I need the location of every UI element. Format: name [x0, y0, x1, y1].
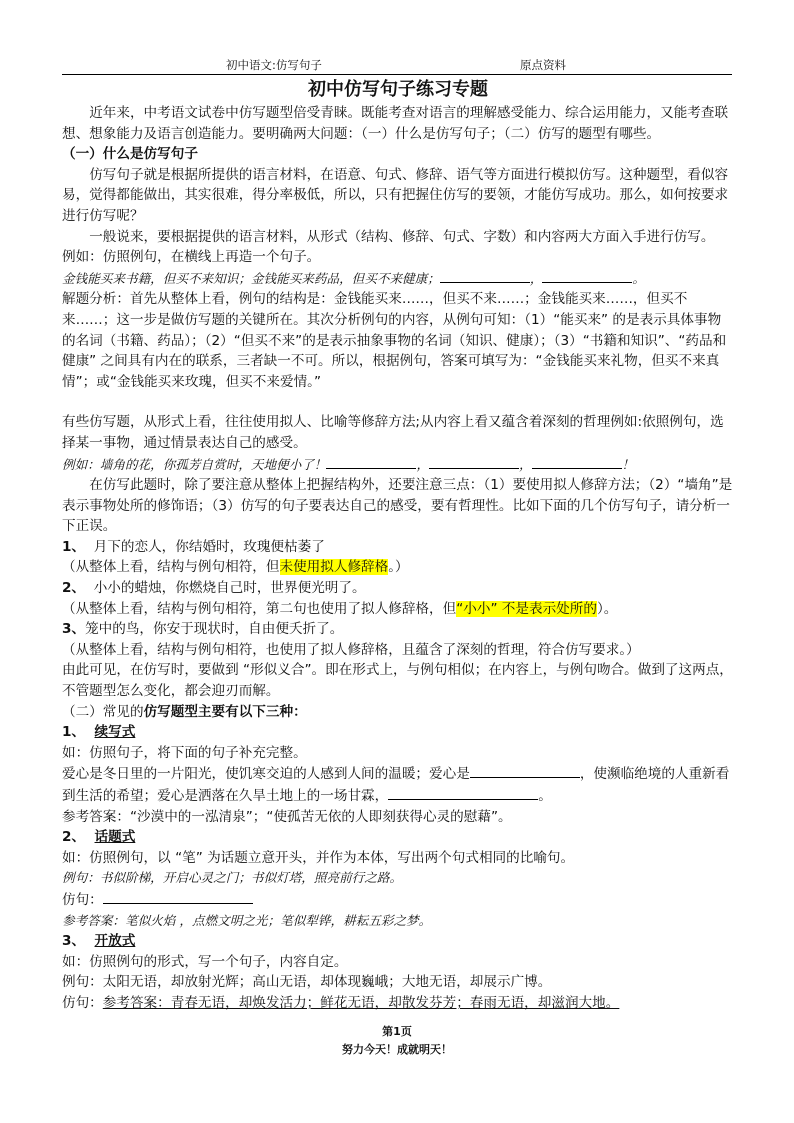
section1-para2: 一般说来，要根据提供的语言材料，从形式（结构、修辞、句式、字数）和内容两大方面入手进行仿写。	[89, 228, 715, 245]
document-title: 初中仿写句子练习专题	[308, 79, 488, 100]
analysis-paragraph: 解题分析：首先从整体上看，例句的结构是：金钱能买来……，但买不来……；金钱能买来……，但买不来……；这一步是做仿写题的关键所在。其次分析例句的内容，从例句可知：（1）“能买来” 的是表示具体事物的名词（书籍、药品）；（2）“但买不来”的是表示抽象事物的名词（知识、健康）；（3）“书籍和知识”、“药品和健康” 之间具有内在的联系，三者缺一不可。所以，根据例句，答案可填写为：“金钱能买来礼物，但买不来真情”；或“金钱能买来玫瑰，但买不来爱情。”	[62, 291, 727, 390]
intro-paragraph: 近年来，中考语文试卷中仿写题型倍受青睐。既能考查对语言的理解感受能力、综合运用能力，又能考查联想、想象能力及语言创造能力。要明确两大问题：（一）什么是仿写句子；（二）仿写的题型有哪些。	[62, 105, 729, 142]
type-heading: 3、 开放式	[62, 933, 136, 950]
example2-sentence: 例如：墙角的花，你孤芳自赏时，天地便小了！ ， ， ！	[62, 454, 734, 476]
type-example: 例句：书似阶梯，开启心灵之门；书似灯塔，照亮前行之路。	[62, 870, 403, 886]
type-answer: 参考答案：“沙漠中的一泓清泉”；“使孤苦无依的人即刻获得心灵的慰藉”。	[62, 808, 512, 825]
page-header	[62, 54, 732, 75]
page-number: 第1页	[382, 1025, 412, 1038]
type-heading: 1、 续写式	[62, 724, 136, 741]
list-item: 3、笼中的鸟，你安于现状时，自由便夭折了。	[62, 621, 344, 638]
answer-blank	[532, 454, 622, 469]
answer-blank	[429, 454, 519, 469]
list-item: 1、 月下的恋人，你结婚时，玫瑰便枯萎了	[62, 538, 325, 555]
section2-heading: （二）常见的仿写题型主要有以下三种：	[62, 703, 307, 720]
type-answer: 参考答案：青春无语，却焕发活力；鲜花无语，却散发芬芳；春雨无语，却滋润大地。	[102, 994, 620, 1011]
type-heading: 2、 话题式	[62, 829, 136, 846]
item-comment: （从整体上看，结构与例句相符，但未使用拟人修辞格。）	[62, 559, 409, 576]
type-answer: 参考答案：笔似火焰 ，点燃文明之光；笔似犁铧，耕耘五彩之梦。	[62, 912, 432, 928]
answer-blank	[326, 454, 416, 469]
type-imitate: 仿句：	[62, 889, 734, 911]
type-body: 爱心是冬日里的一片阳光，使饥寒交迫的人感到人间的温暖；爱心是 ，使濒临绝境的人重新看到生活的希望；爱心是洒落在久旱土地上的一场甘霖， 。	[62, 763, 734, 806]
example-sentence: 金钱能买来书籍，但买不来知识；金钱能买来药品，但买不来健康； ， 。	[62, 268, 734, 290]
highlight: 未使用拟人修辞格	[279, 559, 389, 576]
type-prompt: 如：仿照例句，以 “笔” 为话题立意开头，并作为本体，写出两个句式相同的比喻句。	[62, 849, 575, 866]
document-body	[62, 75, 734, 1014]
answer-blank	[470, 763, 580, 778]
highlight: “小小” 不是表示处所的	[456, 600, 597, 617]
section1-para3: 有些仿写题，从形式上看，往往使用拟人、比喻等修辞方法;从内容上看又蕴含着深刻的哲理例如:依照例句，选择某一事物，通过情景表达自己的感受。	[62, 414, 724, 451]
type-imitate: 仿句：参考答案：青春无语，却焕发活力；鲜花无语，却散发芬芳；春雨无语，却滋润大地。	[62, 994, 620, 1011]
item-comment: （从整体上看，结构与例句相符，也使用了拟人修辞格，且蕴含了深刻的哲理，符合仿写要求。）	[62, 641, 640, 658]
section1-para1: 仿写句子就是根据所提供的语言材料，在语意、句式、修辞、语气等方面进行模拟仿写。这种题型，看似容易，觉得都能做出，其实很难，得分率极低，所以，只有把握住仿写的要领，才能仿写成功。那么，如何按要求进行仿写呢？	[62, 166, 729, 224]
example-label: 例如：仿照例句，在横线上再造一个句子。	[62, 249, 321, 266]
type-prompt: 如：仿照例句的形式，写一个句子，内容自定。	[62, 953, 348, 970]
answer-blank	[388, 785, 538, 800]
header-left: 初中语文:仿写句子	[226, 58, 322, 72]
answer-blank	[103, 889, 253, 904]
footer-slogan: 努力今天！成就明天！	[342, 1043, 452, 1056]
type-example: 例句：太阳无语，却放射光辉；高山无语，却体现巍峨；大地无语，却展示广博。	[62, 974, 552, 991]
header-right: 原点资料	[520, 58, 566, 72]
section1-para4: 在仿写此题时，除了要注意从整体上把握结构外，还要注意三点：（1）要使用拟人修辞方法；（2）“墙角”是表示事物处所的修饰语；（3）仿写的句子要表达自己的感受，要有哲理性。比如下面的几个仿写句子，请分析一下正误。	[62, 477, 733, 535]
item-comment: （从整体上看，结构与例句相符，第二句也使用了拟人修辞格，但“小小” 不是表示处所的）。	[62, 600, 618, 617]
conclusion-paragraph: 由此可见，在仿写时，要做到 “形似义合”。即在形式上，与例句相似；在内容上，与例句吻合。做到了这两点，不管题型怎么变化，都会迎刃而解。	[62, 662, 733, 700]
answer-blank	[440, 268, 530, 283]
list-item: 2、 小小的蜡烛，你燃烧自己时，世界便光明了。	[62, 580, 366, 597]
answer-blank	[542, 268, 632, 283]
section1-heading: （一）什么是仿写句子	[62, 146, 198, 163]
type-prompt: 如：仿照句子，将下面的句子补充完整。	[62, 744, 307, 761]
